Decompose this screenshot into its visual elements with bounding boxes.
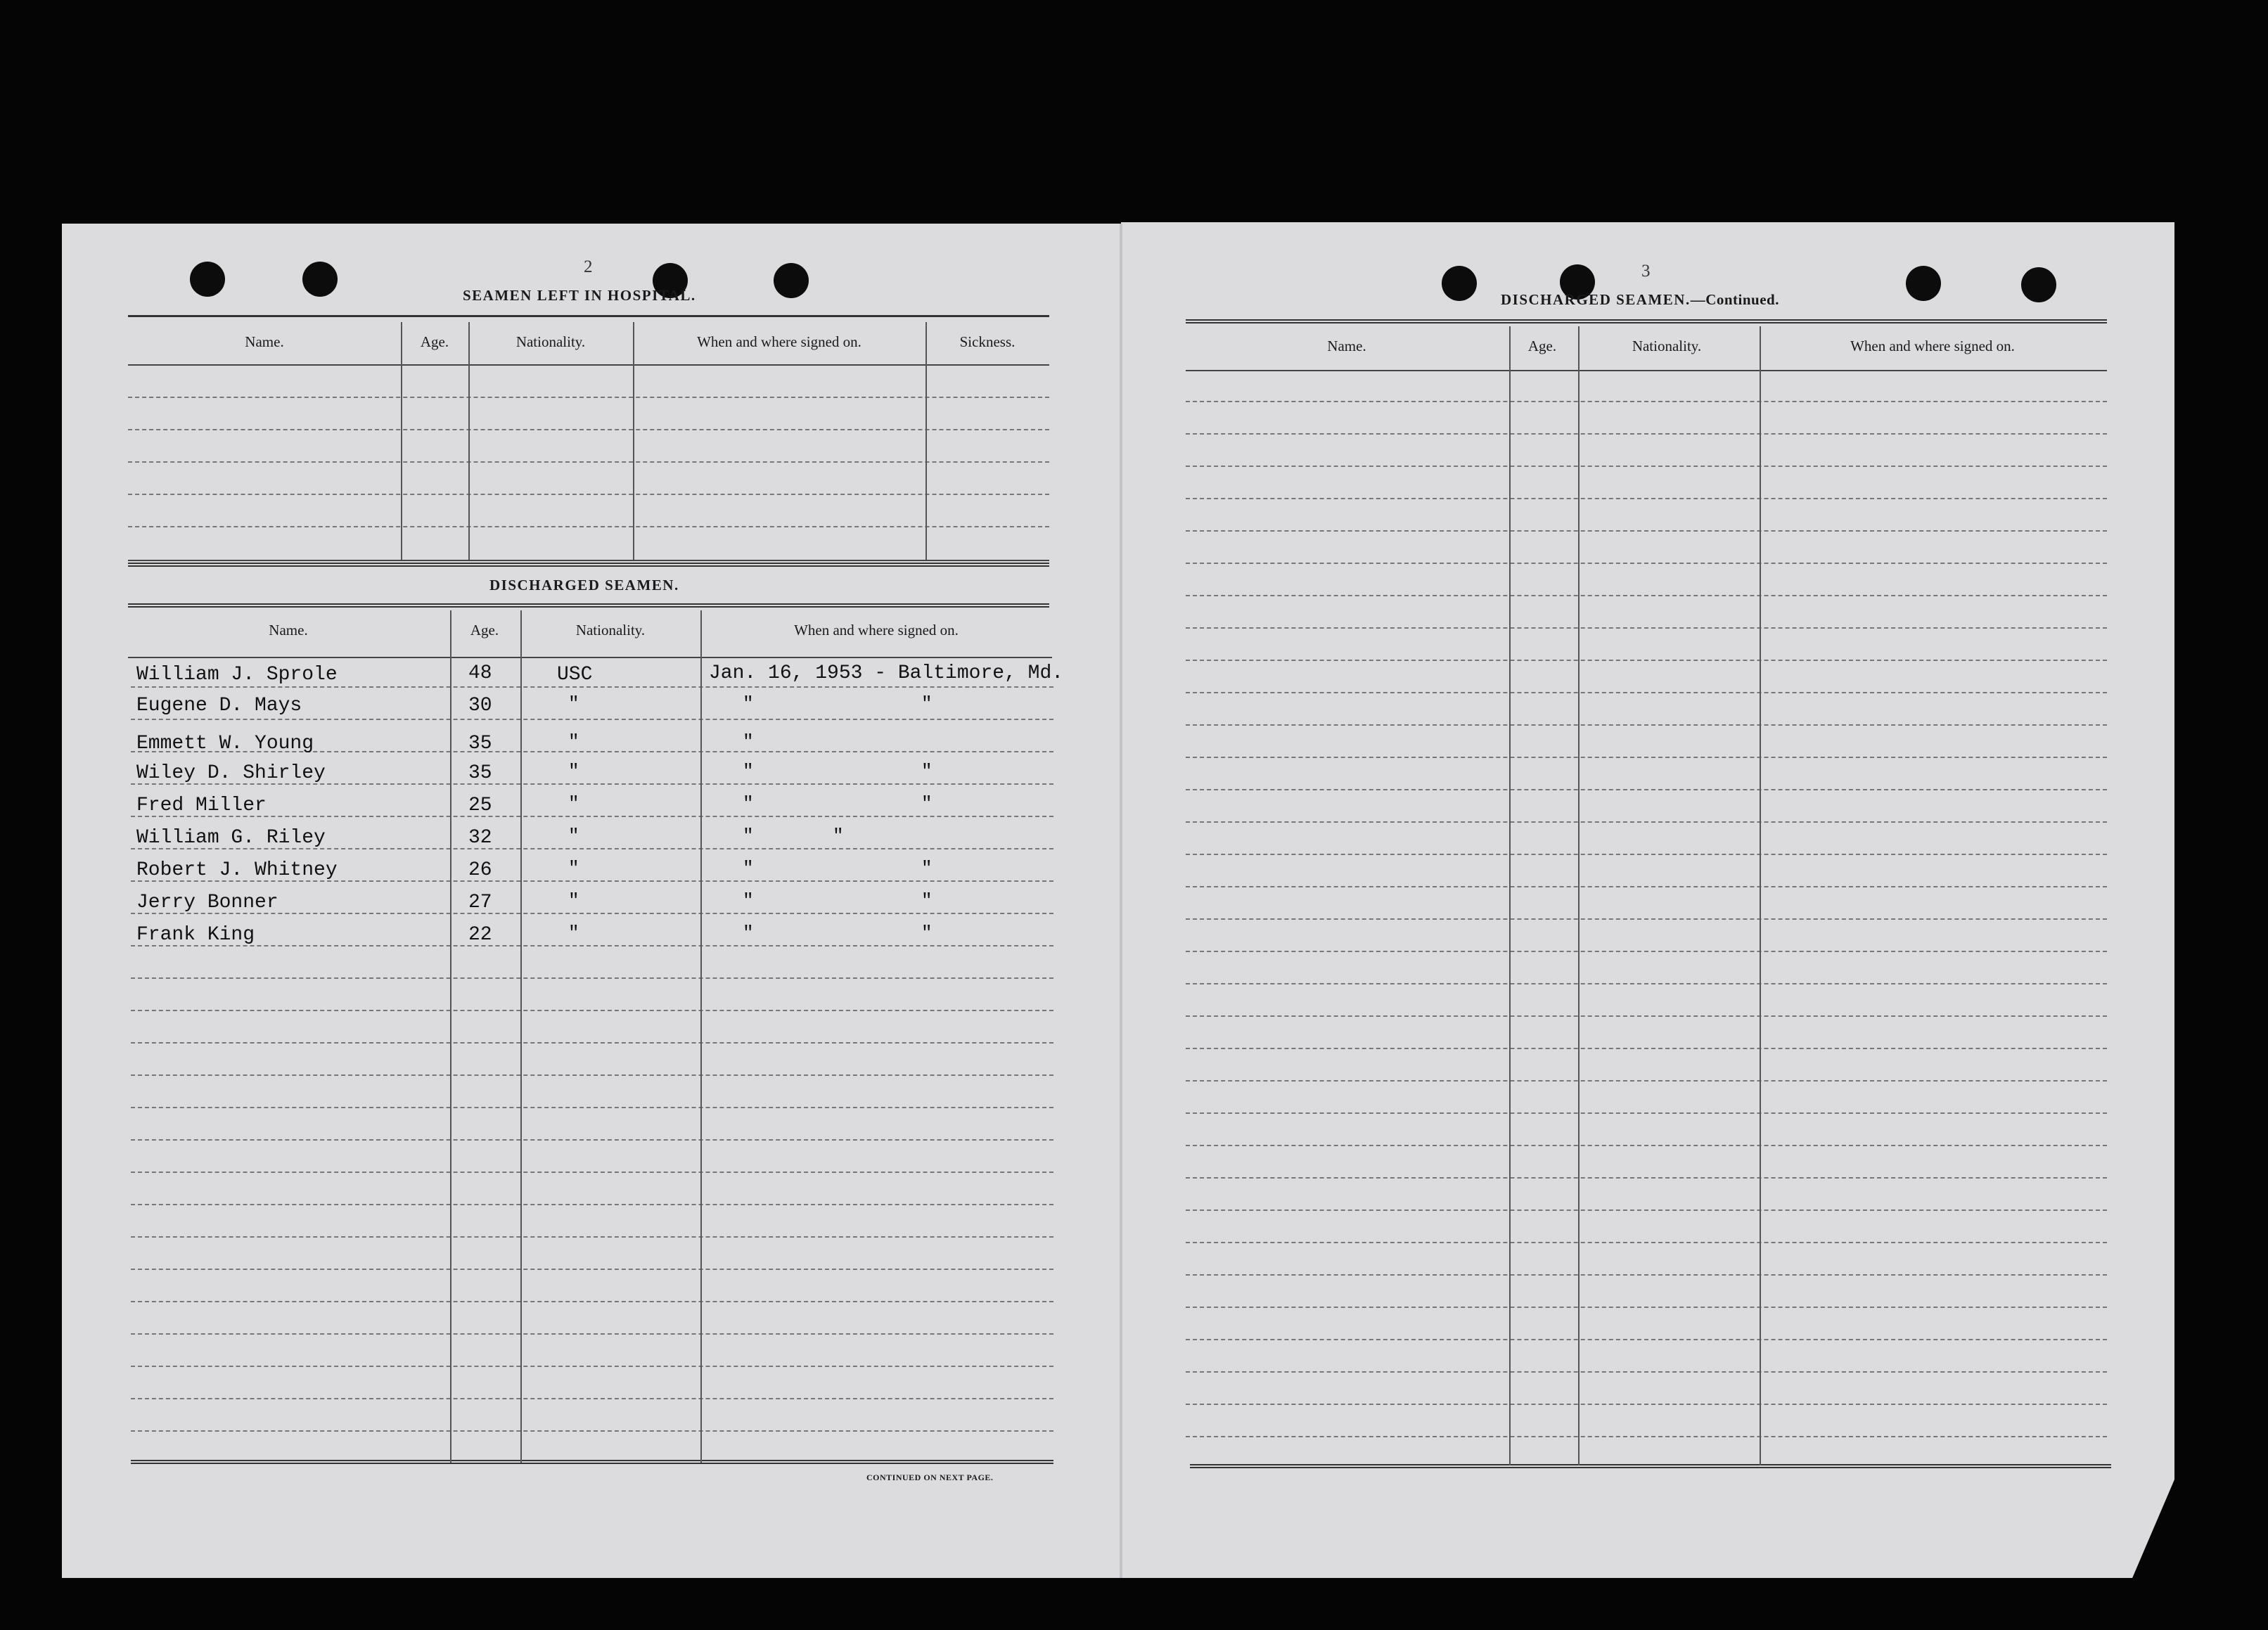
seaman-nationality: USC (557, 664, 593, 686)
right-table-bottom-rule (1190, 1464, 2111, 1468)
discharged-section-title: DISCHARGED SEAMEN. (489, 577, 679, 593)
ruled-line (131, 1010, 1053, 1011)
seaman-signed-on: " (743, 923, 754, 944)
col-header-age: Age. (1527, 338, 1557, 354)
seaman-signed-on-place: " (921, 693, 933, 714)
seaman-age: 25 (468, 795, 492, 816)
seaman-signed-on: " (743, 826, 754, 847)
seaman-nationality: " (568, 826, 579, 847)
seaman-age: 48 (468, 662, 492, 684)
column-divider (401, 322, 402, 560)
punch-hole (302, 262, 338, 297)
ruled-line (131, 1074, 1053, 1076)
page-number: 3 (1641, 262, 1651, 281)
ruled-line (131, 1139, 1053, 1141)
title-main: DISCHARGED SEAMEN. (1501, 291, 1691, 308)
seaman-age: 22 (468, 924, 492, 946)
seaman-name: Jerry Bonner (136, 892, 278, 913)
seaman-age: 30 (468, 695, 492, 717)
ruled-line (131, 686, 1053, 688)
col-header-signed-on: When and where signed on. (794, 622, 959, 638)
seaman-signed-on: " (743, 761, 754, 782)
seaman-age: 35 (468, 733, 492, 755)
ruled-line (128, 494, 1049, 495)
ruled-line (128, 397, 1049, 398)
seaman-signed-on: " (743, 693, 754, 714)
ruled-line (1186, 789, 2107, 790)
ruled-line (1186, 1404, 2107, 1405)
ruled-line (131, 1301, 1053, 1302)
ruled-line (1186, 1242, 2107, 1243)
col-header-age: Age. (420, 333, 449, 350)
col-header-age: Age. (470, 622, 499, 638)
ruled-line (1186, 692, 2107, 693)
seaman-age: 27 (468, 892, 492, 913)
punch-hole (1442, 266, 1477, 301)
discharged-table-top-rule (128, 603, 1049, 608)
ruled-line (131, 1172, 1053, 1173)
seaman-nationality: " (568, 693, 579, 714)
ruled-line (131, 977, 1053, 979)
ruled-line (1186, 1371, 2107, 1373)
column-divider (468, 322, 470, 560)
col-header-signed-on: When and where signed on. (697, 333, 861, 350)
seaman-signed-on-place: " (833, 826, 844, 847)
seaman-name: Robert J. Whitney (136, 859, 338, 881)
page-gutter (1120, 224, 1122, 1578)
col-header-nationality: Nationality. (1632, 338, 1702, 354)
column-divider (700, 610, 702, 1463)
seaman-nationality: " (568, 793, 579, 814)
discharged-continued-title (1501, 291, 1779, 309)
punch-hole (774, 263, 809, 298)
seaman-nationality: " (568, 858, 579, 879)
column-divider (1760, 326, 1761, 1465)
punch-hole (1906, 266, 1941, 301)
col-header-signed-on: When and where signed on. (1850, 338, 2015, 354)
ruled-line (131, 1042, 1053, 1044)
continued-note: CONTINUED ON NEXT PAGE. (866, 1472, 994, 1482)
seaman-nationality: " (568, 761, 579, 782)
ruled-line (131, 945, 1053, 946)
ruled-line (128, 526, 1049, 527)
ruled-line (128, 429, 1049, 430)
seaman-signed-on-place: " (921, 923, 933, 944)
col-header-nationality: Nationality. (515, 333, 586, 350)
ruled-line (1186, 530, 2107, 532)
column-divider (1509, 326, 1511, 1465)
ruled-line (131, 1236, 1053, 1238)
ruled-line (1186, 983, 2107, 984)
ruled-line (1186, 1436, 2107, 1437)
hospital-table-top-rule (128, 315, 1049, 317)
ruled-line (131, 1107, 1053, 1108)
ruled-line (1186, 1112, 2107, 1114)
seaman-name: Frank King (136, 924, 255, 946)
seaman-signed-on: Jan. 16, 1953 - Baltimore, Md. (709, 662, 1064, 684)
seaman-age: 35 (468, 762, 492, 784)
ruled-line (131, 719, 1053, 720)
ruled-line (1186, 1339, 2107, 1340)
ruled-line (1186, 821, 2107, 823)
ruled-line (1186, 466, 2107, 467)
ruled-line (1186, 1307, 2107, 1308)
ruled-line (1186, 627, 2107, 629)
punch-hole (190, 262, 225, 297)
seaman-signed-on-place: " (921, 858, 933, 879)
seaman-signed-on: " (743, 890, 754, 911)
ruled-line (1186, 757, 2107, 758)
seaman-age: 32 (468, 827, 492, 849)
ruled-line (1186, 1048, 2107, 1049)
ruled-line (1186, 595, 2107, 596)
col-header-nationality: Nationality. (575, 622, 646, 638)
seaman-name: Eugene D. Mays (136, 695, 302, 717)
ruled-line (131, 1269, 1053, 1270)
right-page (1121, 222, 2174, 1578)
seaman-name: Wiley D. Shirley (136, 762, 326, 784)
ruled-line (1186, 401, 2107, 402)
seaman-signed-on-place: " (921, 890, 933, 911)
seaman-signed-on-place: " (921, 761, 933, 782)
ruled-line (1186, 433, 2107, 435)
ruled-line (1186, 498, 2107, 499)
page-number: 2 (584, 257, 593, 276)
seaman-nationality: " (568, 923, 579, 944)
ruled-line (1186, 1080, 2107, 1082)
seaman-signed-on: " (743, 731, 754, 752)
seaman-signed-on-place: " (921, 793, 933, 814)
col-header-name: Name. (245, 333, 284, 350)
right-table-top-rule (1186, 319, 2107, 323)
column-divider (925, 322, 927, 560)
ruled-line (1186, 951, 2107, 952)
ruled-line (1186, 724, 2107, 726)
discharged-table-bottom-rule (131, 1460, 1053, 1464)
col-header-name: Name. (1327, 338, 1366, 354)
seaman-nationality: " (568, 731, 579, 752)
seaman-name: William G. Riley (136, 827, 326, 849)
column-divider (520, 610, 522, 1463)
seaman-age: 26 (468, 859, 492, 881)
col-header-sickness: Sickness. (959, 333, 1016, 350)
seaman-nationality: " (568, 890, 579, 911)
title-suffix: —Continued. (1690, 291, 1779, 308)
ruled-line (1186, 886, 2107, 887)
ruled-line (1186, 660, 2107, 661)
right-header-rule (1186, 370, 2107, 371)
hospital-table-bottom-rule (128, 560, 1049, 561)
seaman-signed-on: " (743, 858, 754, 879)
column-divider (1578, 326, 1580, 1465)
ruled-line (131, 1398, 1053, 1399)
ruled-line (131, 1333, 1053, 1335)
seaman-name: Emmett W. Young (136, 733, 314, 755)
ruled-line (131, 1366, 1053, 1367)
column-divider (450, 610, 451, 1463)
hospital-section-title: SEAMEN LEFT IN HOSPITAL. (463, 287, 696, 304)
col-header-name: Name. (269, 622, 308, 638)
discharged-header-rule (128, 657, 1052, 658)
ruled-line (131, 816, 1053, 817)
seaman-name: William J. Sprole (136, 664, 338, 686)
seaman-name: Fred Miller (136, 795, 267, 816)
ruled-line (1186, 918, 2107, 920)
seaman-signed-on: " (743, 793, 754, 814)
ruled-line (1186, 1177, 2107, 1179)
hospital-header-rule (128, 364, 1049, 366)
ruled-line (1186, 563, 2107, 564)
ruled-line (128, 461, 1049, 463)
punch-hole (2021, 267, 2056, 302)
section-separator-rule (128, 563, 1049, 567)
ruled-line (1186, 1015, 2107, 1017)
column-divider (633, 322, 634, 560)
ruled-line (1186, 1209, 2107, 1211)
ruled-line (1186, 1145, 2107, 1146)
ruled-line (1186, 1274, 2107, 1276)
ruled-line (1186, 854, 2107, 855)
ruled-line (131, 1204, 1053, 1205)
ruled-line (131, 1430, 1053, 1432)
